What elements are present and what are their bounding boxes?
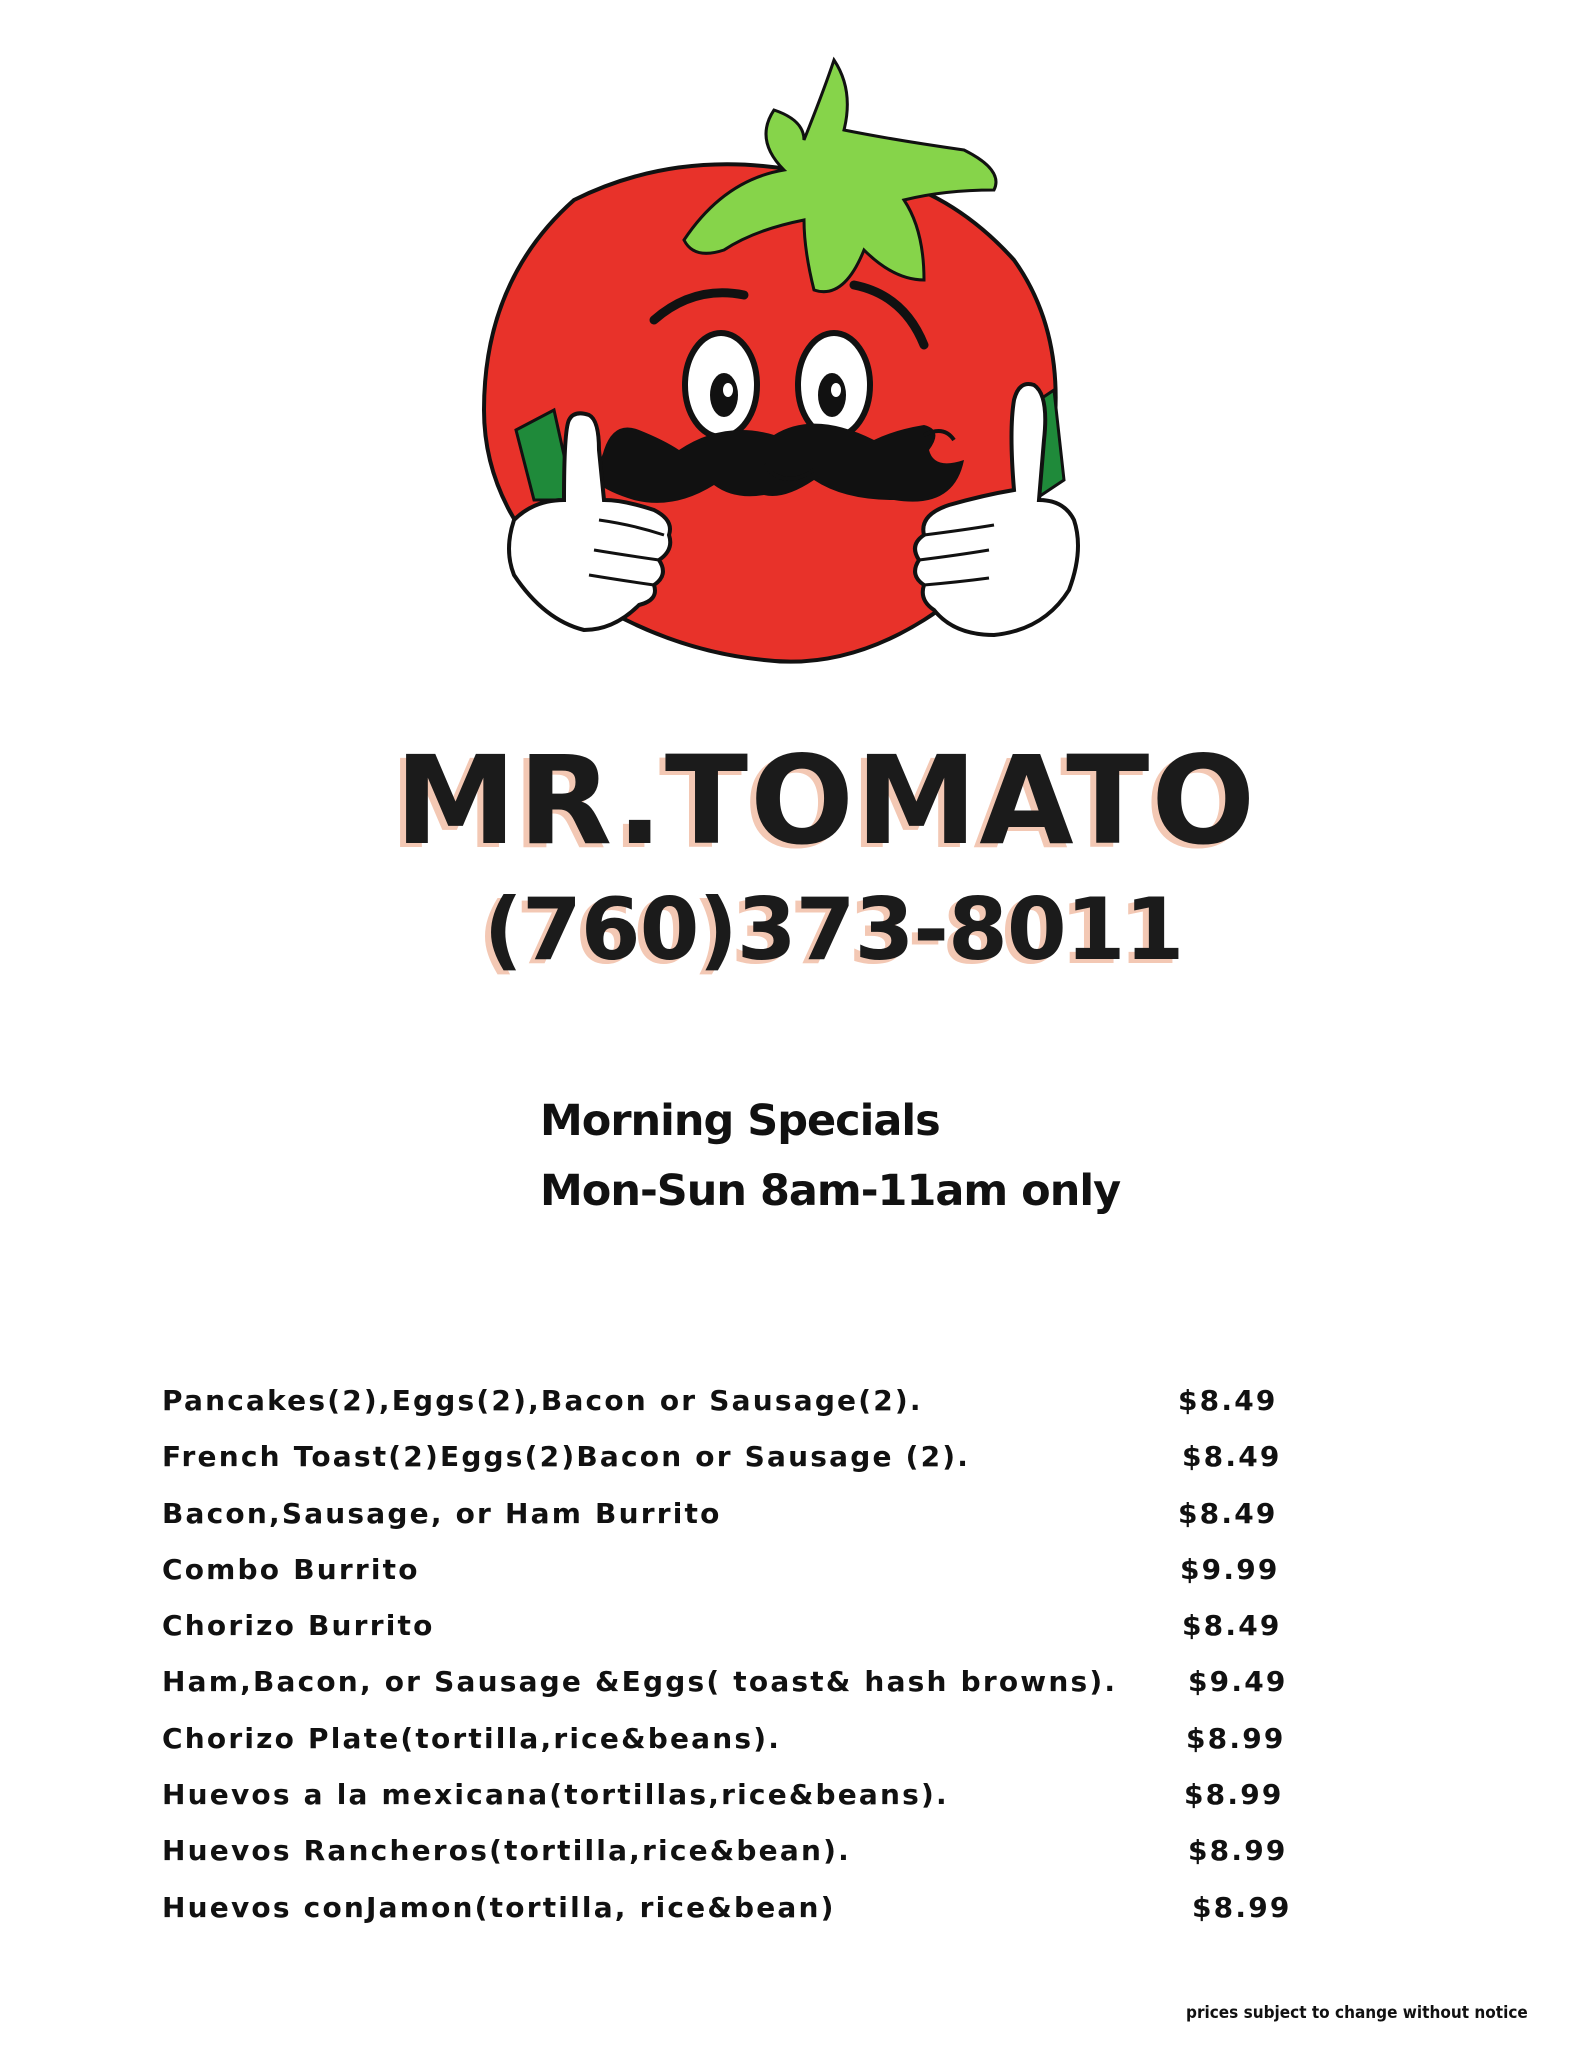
menu-row	[162, 1553, 1302, 1593]
menu-item-price: $8.49	[1178, 1384, 1278, 1417]
menu-item-name: Huevos Rancheros(tortilla,rice&bean).	[162, 1834, 851, 1867]
menu-item-price: $8.99	[1186, 1722, 1286, 1755]
menu-item-name: French Toast(2)Eggs(2)Bacon or Sausage (2).	[162, 1440, 971, 1473]
menu-item-price: $9.99	[1180, 1553, 1280, 1586]
menu-row	[162, 1440, 1302, 1480]
phone-number: (760)373-8011	[483, 880, 1184, 980]
menu-item-price: $9.49	[1188, 1665, 1288, 1698]
menu-item-name: Ham,Bacon, or Sausage &Eggs( toast& hash browns).	[162, 1665, 1118, 1698]
menu-item-price: $8.99	[1192, 1891, 1292, 1924]
menu-item-price: $8.99	[1184, 1778, 1284, 1811]
restaurant-name: MR.TOMATO	[394, 730, 1258, 872]
price-disclaimer: prices subject to change without notice	[1186, 2003, 1528, 2023]
menu-row	[162, 1609, 1302, 1649]
menu-item-price: $8.49	[1182, 1440, 1282, 1473]
menu-item-price: $8.49	[1182, 1609, 1282, 1642]
menu-item-name: Huevos conJamon(tortilla, rice&bean)	[162, 1891, 836, 1924]
menu-item-name: Combo Burrito	[162, 1553, 420, 1586]
menu-item-name: Bacon,Sausage, or Ham Burrito	[162, 1497, 722, 1530]
menu-item-price: $8.99	[1188, 1834, 1288, 1867]
menu-row	[162, 1834, 1302, 1874]
menu-row	[162, 1497, 1302, 1537]
menu-row	[162, 1665, 1302, 1705]
menu-item-name: Pancakes(2),Eggs(2),Bacon or Sausage(2).	[162, 1384, 923, 1417]
menu-item-name: Chorizo Plate(tortilla,rice&beans).	[162, 1722, 782, 1755]
specials-title: Morning Specials	[540, 1096, 940, 1146]
menu-row	[162, 1384, 1302, 1424]
menu-item-price: $8.49	[1178, 1497, 1278, 1530]
menu-item-name: Chorizo Burrito	[162, 1609, 435, 1642]
mustache	[584, 424, 964, 503]
menu-row	[162, 1722, 1302, 1762]
menu-row	[162, 1891, 1302, 1931]
menu-item-name: Huevos a la mexicana(tortillas,rice&beans).	[162, 1778, 949, 1811]
menu-row	[162, 1778, 1302, 1818]
tomato-mascot-logo	[424, 30, 1164, 720]
specials-hours: Mon-Sun 8am-11am only	[540, 1166, 1121, 1216]
